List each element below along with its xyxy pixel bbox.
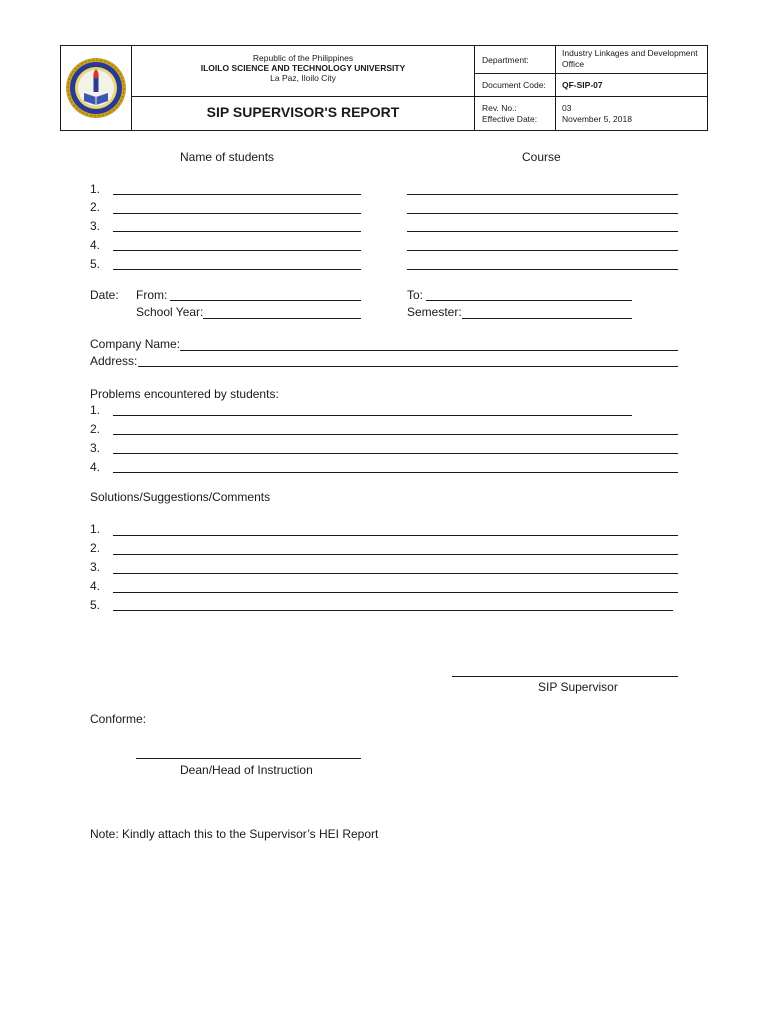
attachment-note: Note: Kindly attach this to the Supervisor’s HEI Report: [90, 827, 379, 841]
course-line[interactable]: [407, 194, 678, 195]
to-date-line[interactable]: [426, 300, 632, 301]
divider: [474, 96, 708, 97]
solution-line[interactable]: [113, 610, 673, 611]
university-name: ILOILO SCIENCE AND TECHNOLOGY UNIVERSITY: [200, 63, 406, 73]
solution-line[interactable]: [113, 554, 678, 555]
conforme-label: Conforme:: [90, 712, 147, 726]
from-date-line[interactable]: [170, 300, 361, 301]
row-number: 4.: [90, 238, 101, 252]
row-number: 4.: [90, 460, 101, 474]
school-year-line[interactable]: [203, 318, 361, 319]
document-code-value: QF-SIP-07: [562, 80, 603, 90]
from-label: From:: [136, 288, 168, 302]
company-name-label: Company Name:: [90, 337, 181, 351]
course-line[interactable]: [407, 250, 678, 251]
course-line[interactable]: [407, 231, 678, 232]
student-name-line[interactable]: [113, 213, 361, 214]
course-column-header: Course: [522, 150, 561, 164]
document-code-label: Document Code:: [482, 80, 546, 90]
report-title: SIP SUPERVISOR'S REPORT: [206, 104, 400, 120]
problem-line[interactable]: [113, 434, 678, 435]
student-name-line[interactable]: [113, 269, 361, 270]
department-label: Department:: [482, 55, 529, 65]
course-line[interactable]: [407, 269, 678, 270]
divider: [474, 73, 708, 74]
address-line[interactable]: [138, 366, 678, 367]
solution-line[interactable]: [113, 592, 678, 593]
semester-line[interactable]: [462, 318, 632, 319]
problems-heading: Problems encountered by students:: [90, 387, 279, 401]
dean-signature-line[interactable]: [136, 758, 361, 759]
row-number: 3.: [90, 441, 101, 455]
row-number: 5.: [90, 257, 101, 271]
republic-line: Republic of the Philippines: [252, 53, 354, 63]
solutions-heading: Solutions/Suggestions/Comments: [90, 490, 271, 504]
document-header: [60, 45, 708, 131]
course-line[interactable]: [407, 213, 678, 214]
problem-line[interactable]: [113, 415, 632, 416]
to-label: To:: [407, 288, 424, 302]
student-name-line[interactable]: [113, 231, 361, 232]
row-number: 2.: [90, 541, 101, 555]
effective-date-label: Effective Date:: [482, 114, 538, 124]
semester-label: Semester:: [407, 305, 462, 319]
divider: [131, 96, 475, 97]
students-column-header: Name of students: [180, 150, 275, 164]
dean-label: Dean/Head of Instruction: [180, 763, 313, 777]
row-number: 3.: [90, 219, 101, 233]
school-year-label: School Year:: [136, 305, 204, 319]
problem-line[interactable]: [113, 453, 678, 454]
supervisor-label: SIP Supervisor: [538, 680, 618, 694]
row-number: 4.: [90, 579, 101, 593]
supervisor-signature-line[interactable]: [452, 676, 678, 677]
row-number: 1.: [90, 522, 101, 536]
row-number: 3.: [90, 560, 101, 574]
date-label: Date:: [90, 288, 119, 302]
university-location: La Paz, Iloilo City: [270, 73, 336, 83]
effective-date-value: November 5, 2018: [562, 114, 632, 124]
department-value: Industry Linkages and Development Office: [562, 48, 698, 69]
row-number: 5.: [90, 598, 101, 612]
revision-label: Rev. No.:: [482, 103, 517, 113]
address-label: Address:: [90, 354, 138, 368]
solution-line[interactable]: [113, 573, 678, 574]
problem-line[interactable]: [113, 472, 678, 473]
divider: [555, 46, 556, 130]
row-number: 1.: [90, 403, 101, 417]
row-number: 2.: [90, 200, 101, 214]
university-seal: [64, 49, 128, 127]
row-number: 1.: [90, 182, 101, 196]
solution-line[interactable]: [113, 535, 678, 536]
student-name-line[interactable]: [113, 194, 361, 195]
row-number: 2.: [90, 422, 101, 436]
company-name-line[interactable]: [180, 350, 678, 351]
revision-value: 03: [562, 103, 572, 113]
student-name-line[interactable]: [113, 250, 361, 251]
